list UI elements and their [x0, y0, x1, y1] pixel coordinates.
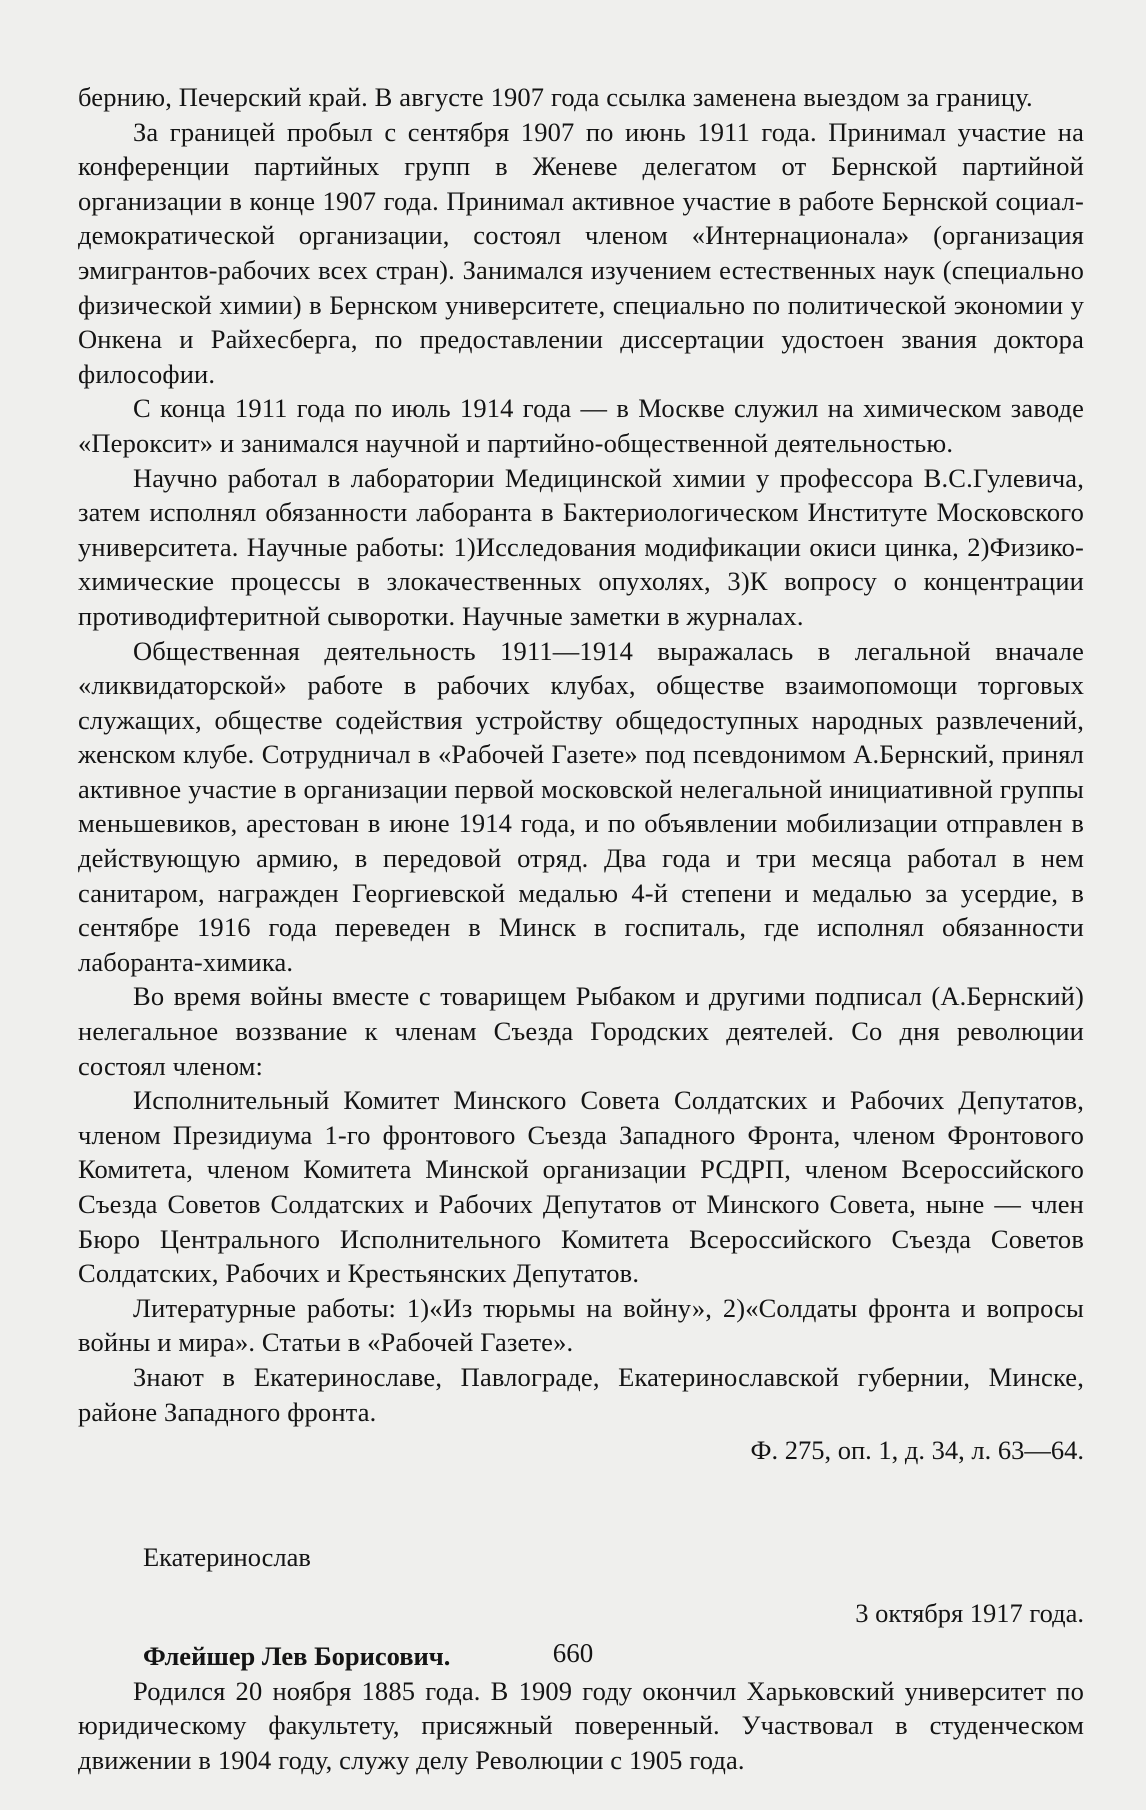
paragraph-moscow: С конца 1911 года по июль 1914 года — в Москве служил на химическом заводе «Пероксит» и занимался научной и партийно-общественной деятельностью.	[78, 393, 1084, 458]
paragraph-known-in: Знают в Екатеринославе, Павлограде, Екатеринославской губернии, Минске, районе Западного фронта.	[78, 1361, 1084, 1427]
paragraph-abroad: За границей пробыл с сентября 1907 по июнь 1911 года. Принимал участие на конференции партийных групп в Женеве делегатом от Бернской партийной организации в конце 1907 года. Принимал активное участие в работе Бернской социал-демократической организации, состоял членом «Интернационала» (организация эмигрантов-рабочих всех стран). Занимался изучением естественных наук (специально физической химии) в Бернском университете, специально по политической экономии у Онкена и Райхесберга, по предоставлении диссертации удостоен звания доктора философии.	[78, 116, 1084, 389]
entry-name-heading: Флейшер Лев Борисович.	[143, 1640, 451, 1671]
page-number: 660	[552, 1638, 594, 1668]
paragraph-next-entry: Родился 20 ноября 1885 года. В 1909 году окончил Харьковский университет по юридическому факультету, присяжный поверенный. Участвовал в студенческом движении в 1904 году, служу делу Революции с 1905 года.	[78, 1675, 1084, 1775]
date-line: 3 октября 1917 года.	[855, 1598, 1084, 1629]
archive-source-reference: Ф. 275, оп. 1, д. 34, л. 63—64.	[750, 1435, 1084, 1466]
place-line: Екатеринослав	[143, 1541, 311, 1572]
page-body	[78, 80, 1084, 1777]
paragraph-memberships: Исполнительный Комитет Минского Совета Солдатских и Рабочих Депутатов, членом Президиума 1-го фронтового Съезда Западного Фронта, членом Фронтового Комитета, членом Комитета Минской организации РСДРП, членом Всероссийского Съезда Советов Солдатских и Рабочих Депутатов от Минского Совета, ныне — член Бюро Центрального Исполнительного Комитета Всероссийского Съезда Советов Солдатских, Рабочих и Крестьянских Депутатов.	[78, 1085, 1084, 1289]
paragraph-public-activity: Общественная деятельность 1911—1914 выражалась в легальной вначале «ликвидаторской» работе в рабочих клубах, обществе взаимопомощи торговых служащих, обществе содействия устройству общедоступных народных развлечений, женском клубе. Сотрудничал в «Рабочей Газете» под псевдонимом А.Бернский, принял активное участие в организации первой московской нелегальной инициативной группы меньшевиков, арестован в июне 1914 года, и по объявлении мобилизации отправлен в действующую армию, в передовой отряд. Два года и три месяца работал в нем санитаром, награжден Георгиевской медалью 4-й степени и медалью за усердие, в сентябре 1916 года переведен в Минск в госпиталь, где исполнял обязанности лаборанта-химика.	[78, 635, 1084, 977]
paragraph-war: Во время войны вместе с товарищем Рыбаком и другими подписал (А.Бернский) нелегальное воззвание к членам Съезда Городских деятелей. Со дня революции состоял членом:	[78, 981, 1084, 1081]
paragraph-continuation: бернию, Печерский край. В августе 1907 года ссылка заменена выездом за границу.	[78, 82, 1033, 112]
paragraph-literary-works: Литературные работы: 1)«Из тюрьмы на войну», 2)«Солдаты фронта и вопросы войны и мира». Статьи в «Рабочей Газете».	[78, 1292, 1084, 1358]
paragraph-science: Научно работал в лаборатории Медицинской химии у профессора В.С.Гулевича, затем исполнял обязанности лаборанта в Бактериологическом Институте Московского университета. Научные работы: 1)Исследования модификации окиси цинка, 2)Физико-химические процессы в злокачественных опухолях, 3)К вопросу о концентрации противодифтеритной сыворотки. Научные заметки в журналах.	[78, 462, 1084, 631]
